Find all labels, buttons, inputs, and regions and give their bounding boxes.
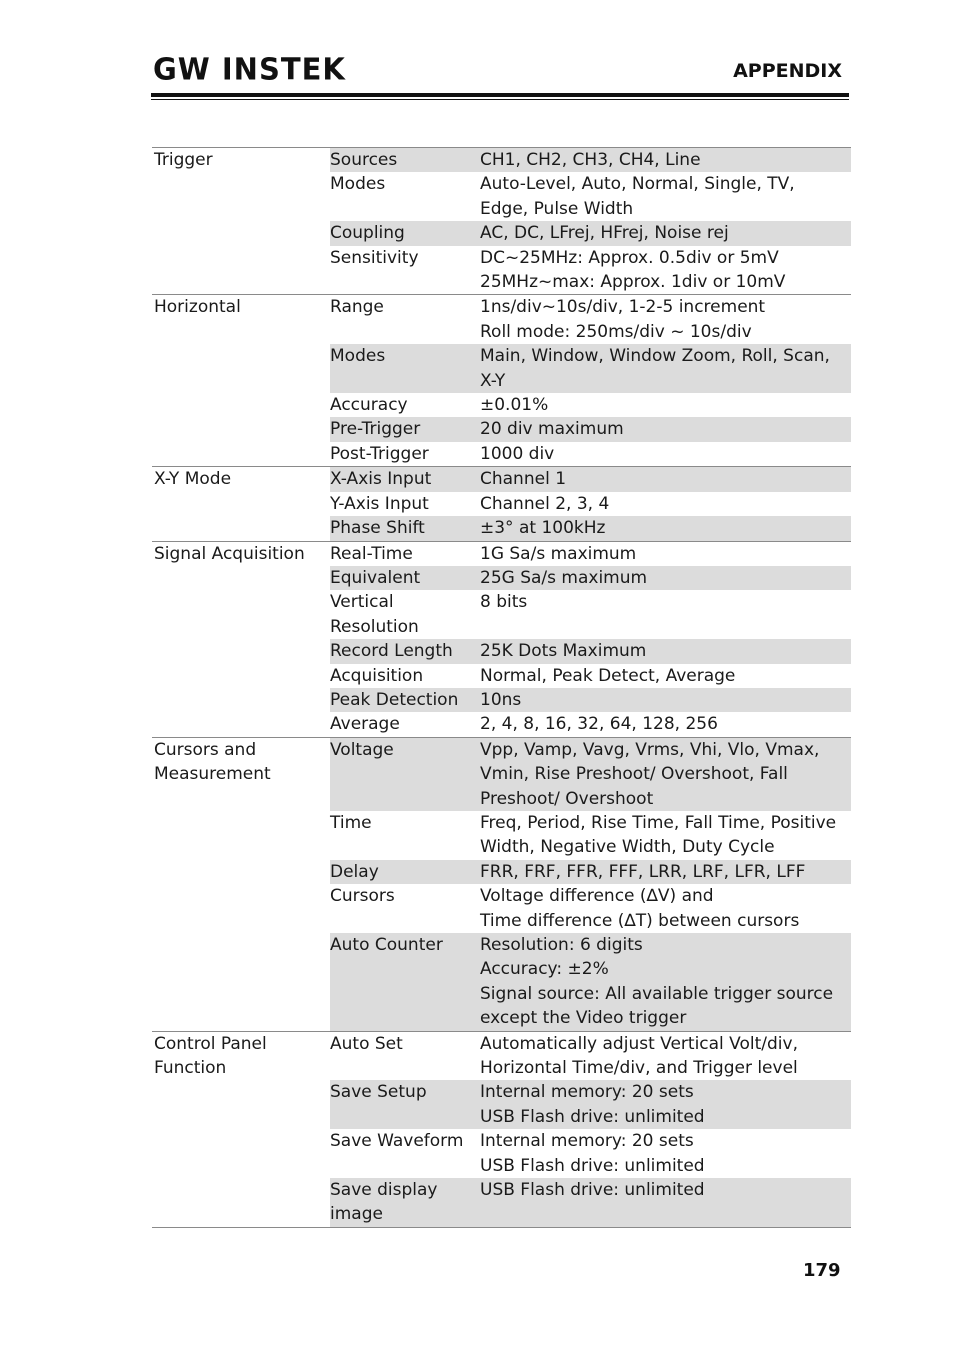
spec-parameter: Real-Time xyxy=(330,543,413,564)
spec-value: Voltage difference (∆V) and Time difference (∆T) between cursors xyxy=(480,886,800,931)
spec-value: DC~25MHz: Approx. 0.5div or 5mV 25MHz~max: Approx. 1div or 10mV xyxy=(480,247,786,293)
spec-value: 1000 div xyxy=(480,443,555,464)
spec-row xyxy=(330,590,851,639)
spec-parameter: Cursors xyxy=(330,886,395,907)
spec-parameter: Modes xyxy=(330,346,386,367)
spec-parameter: Range xyxy=(330,297,384,318)
spec-row xyxy=(330,738,851,811)
spec-parameter: Auto Counter xyxy=(330,935,443,955)
spec-value: Resolution: 6 digits Accuracy: ±2% Signal source: All available trigger source except the Video trigger xyxy=(480,935,834,1029)
spec-value: CH1, CH2, CH3, CH4, Line xyxy=(480,150,701,170)
spec-category: Control Panel Function xyxy=(154,1033,267,1079)
spec-row xyxy=(330,811,851,860)
spec-parameter: Acquisition xyxy=(330,665,424,686)
spec-group xyxy=(152,147,851,294)
spec-row xyxy=(330,393,851,417)
spec-value: Freq, Period, Rise Time, Fall Time, Positive Width, Negative Width, Duty Cycle xyxy=(480,812,837,858)
spec-row xyxy=(330,860,851,884)
spec-value: 2, 4, 8, 16, 32, 64, 128, 256 xyxy=(480,714,718,735)
spec-parameter: Time xyxy=(330,812,372,833)
spec-parameter: Pre-Trigger xyxy=(330,419,421,440)
spec-parameter: Modes xyxy=(330,174,386,195)
spec-parameter: Save Waveform xyxy=(330,1131,464,1152)
page-number: 179 xyxy=(803,1260,841,1281)
spec-value: Vpp, Vamp, Vavg, Vrms, Vhi, Vlo, Vmax, Vmin, Rise Preshoot/ Overshoot, Fall Preshoot/ Overshoot xyxy=(480,739,820,809)
spec-parameter: Post-Trigger xyxy=(330,443,429,464)
header-rule-thin xyxy=(151,99,849,100)
spec-row xyxy=(330,492,851,516)
spec-value: USB Flash drive: unlimited xyxy=(480,1180,705,1201)
spec-value: 20 div maximum xyxy=(480,419,624,440)
spec-parameter: Accuracy xyxy=(330,395,408,416)
spec-parameter: X-Axis Input xyxy=(330,469,432,490)
spec-row xyxy=(330,933,851,1031)
spec-group xyxy=(152,294,851,466)
spec-row xyxy=(330,664,851,688)
spec-value: ±3° at 100kHz xyxy=(480,518,606,539)
spec-group xyxy=(152,541,851,737)
spec-value: Auto-Level, Auto, Normal, Single, TV, Edge, Pulse Width xyxy=(480,174,795,219)
spec-category: Horizontal xyxy=(154,297,241,318)
spec-row xyxy=(330,246,851,295)
spec-value: ±0.01% xyxy=(480,395,549,416)
spec-row xyxy=(330,516,851,540)
spec-row xyxy=(330,884,851,933)
spec-parameter: Coupling xyxy=(330,223,405,244)
specifications-table xyxy=(152,147,851,1228)
spec-value: 1ns/div~10s/div, 1-2-5 increment Roll mode: 250ms/div ~ 10s/div xyxy=(480,297,766,342)
spec-value: Channel 2, 3, 4 xyxy=(480,493,610,514)
spec-row xyxy=(330,1032,851,1081)
spec-row xyxy=(330,295,851,344)
spec-parameter: Save display image xyxy=(330,1180,438,1225)
spec-value: 10ns xyxy=(480,689,522,710)
spec-parameter: Voltage xyxy=(330,739,394,760)
spec-row xyxy=(330,417,851,441)
spec-group xyxy=(152,1031,851,1228)
spec-value: FRR, FRF, FFR, FFF, LRR, LRF, LFR, LFF xyxy=(480,861,806,882)
spec-row xyxy=(330,344,851,393)
spec-row xyxy=(330,467,851,491)
spec-group xyxy=(152,737,851,1031)
spec-value: Internal memory: 20 sets USB Flash drive: unlimited xyxy=(480,1082,705,1127)
spec-parameter: Peak Detection xyxy=(330,689,459,710)
spec-row xyxy=(330,566,851,590)
spec-row xyxy=(330,442,851,466)
spec-category: Signal Acquisition xyxy=(154,543,305,564)
header-rule xyxy=(151,93,849,97)
spec-parameter: Average xyxy=(330,714,400,735)
spec-category: X-Y Mode xyxy=(154,469,232,490)
section-title: APPENDIX xyxy=(733,60,842,82)
spec-row xyxy=(330,688,851,712)
spec-row xyxy=(330,1178,851,1227)
spec-value: 25G Sa/s maximum xyxy=(480,567,648,588)
spec-row xyxy=(330,1080,851,1129)
spec-parameter: Equivalent xyxy=(330,567,421,588)
spec-parameter: Auto Set xyxy=(330,1033,403,1054)
spec-parameter: Sensitivity xyxy=(330,247,419,268)
spec-parameter: Record Length xyxy=(330,641,453,662)
spec-value: Normal, Peak Detect, Average xyxy=(480,665,736,686)
spec-parameter: Sources xyxy=(330,150,398,170)
spec-row xyxy=(330,639,851,663)
spec-value: Internal memory: 20 sets USB Flash drive: unlimited xyxy=(480,1131,705,1176)
spec-value: 1G Sa/s maximum xyxy=(480,543,637,564)
spec-row xyxy=(330,1129,851,1178)
spec-row xyxy=(330,542,851,566)
spec-group xyxy=(152,466,851,540)
spec-row xyxy=(330,148,851,172)
spec-parameter: Delay xyxy=(330,861,379,882)
brand-logo: GW INSTEK xyxy=(153,51,346,87)
spec-value: Channel 1 xyxy=(480,469,567,490)
spec-value: 8 bits xyxy=(480,592,528,613)
spec-parameter: Save Setup xyxy=(330,1082,427,1103)
spec-parameter: Vertical Resolution xyxy=(330,592,419,637)
spec-parameter: Phase Shift xyxy=(330,518,425,539)
spec-value: Automatically adjust Vertical Volt/div, Horizontal Time/div, and Trigger level xyxy=(480,1033,798,1079)
spec-row xyxy=(330,712,851,736)
spec-category: Trigger xyxy=(154,150,213,170)
spec-row xyxy=(330,221,851,245)
spec-value: 25K Dots Maximum xyxy=(480,641,647,662)
spec-value: AC, DC, LFrej, HFrej, Noise rej xyxy=(480,223,729,244)
spec-value: Main, Window, Window Zoom, Roll, Scan, X-Y xyxy=(480,346,830,391)
spec-parameter: Y-Axis Input xyxy=(330,493,429,514)
spec-row xyxy=(330,172,851,221)
spec-category: Cursors and Measurement xyxy=(154,739,271,785)
